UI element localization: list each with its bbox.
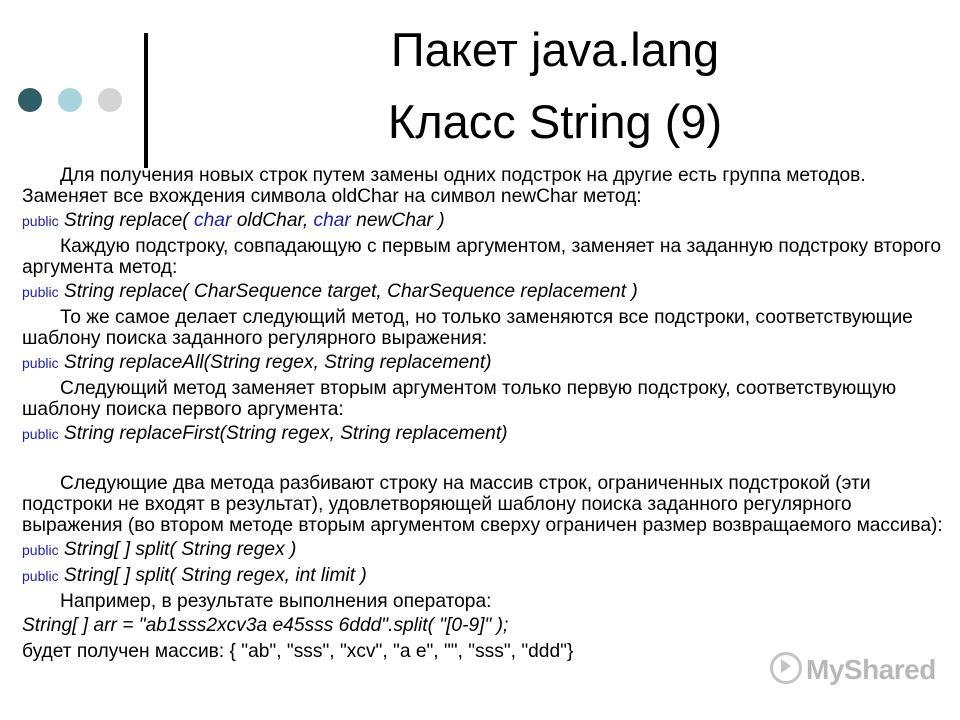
code-text: newChar ) xyxy=(350,210,445,231)
paragraph-replace-all: То же самое делает следующий метод, но только заменяются все подстроки, соответствующие шаблону поиска заданного регулярного выражения: xyxy=(22,307,913,349)
code-text: String replace( CharSequence target, CharSequence replacement ) xyxy=(58,281,638,302)
play-icon xyxy=(770,652,802,684)
paragraph-replace-first: Следующий метод заменяет вторым аргументом только первую подстроку, соответствующую шаблону поиска первого аргумента: xyxy=(22,378,897,420)
slide-title-line2: Класс String (9) xyxy=(387,95,723,148)
spacer xyxy=(22,449,952,473)
code-text: String[ ] split( String regex, int limit ) xyxy=(58,565,367,586)
keyword-public: public xyxy=(22,542,59,558)
result-line: будет получен массив: { "ab", "sss", "xcv", "a e", "", "sss", "ddd"} xyxy=(22,641,574,662)
code-split-limit xyxy=(22,565,952,587)
title-divider xyxy=(144,33,148,168)
keyword-public: public xyxy=(22,426,59,442)
keyword-public: public xyxy=(22,284,59,300)
code-example: String[ ] arr = "ab1sss2xcv3a e45sss 6ddd".split( "[0-9]" ); xyxy=(22,615,509,636)
keyword-char: char xyxy=(313,210,351,231)
code-replace-char xyxy=(22,210,952,232)
decor-dot-dark xyxy=(18,88,42,112)
paragraph-example: Например, в результате выполнения оператора: xyxy=(60,591,492,612)
keyword-public: public xyxy=(22,568,59,584)
keyword-public: public xyxy=(22,213,59,229)
code-replace-first xyxy=(22,423,952,445)
code-text: String replaceAll(String regex, String replacement) xyxy=(58,352,492,373)
slide-title-line1: Пакет java.lang xyxy=(390,23,720,76)
decor-dot-gray xyxy=(98,88,122,112)
slide-body xyxy=(22,165,952,662)
code-text: String replaceFirst(String regex, String replacement) xyxy=(58,423,508,444)
paragraph-replace-char: Для получения новых строк путем замены одних подстрок на другие есть группа методов. Заменяет все вхождения символа oldChar на символ newChar метод: xyxy=(22,165,866,207)
paragraph-split: Следующие два метода разбивают строку на массив строк, ограниченных подстрокой (эти подстроки не входят в результат), удовлетворяющей шаблону поиска заданного регулярного выражения (во втором методе вторым аргументом сверху ограничен размер возвращаемого массива): xyxy=(22,473,943,536)
watermark-text: MyShared xyxy=(806,654,936,685)
keyword-char: char xyxy=(194,210,232,231)
watermark-logo xyxy=(770,652,936,686)
decor-dot-light xyxy=(58,88,82,112)
paragraph-replace-seq: Каждую подстроку, совпадающую с первым аргументом, заменяет на заданную подстроку второго аргумента метод: xyxy=(22,236,942,278)
code-text: oldChar, xyxy=(231,210,314,231)
code-replace-seq xyxy=(22,281,952,303)
code-text: String[ ] split( String regex ) xyxy=(58,539,297,560)
code-text: String replace( xyxy=(58,210,195,231)
code-split xyxy=(22,539,952,561)
code-replace-all xyxy=(22,352,952,374)
keyword-public: public xyxy=(22,355,59,371)
